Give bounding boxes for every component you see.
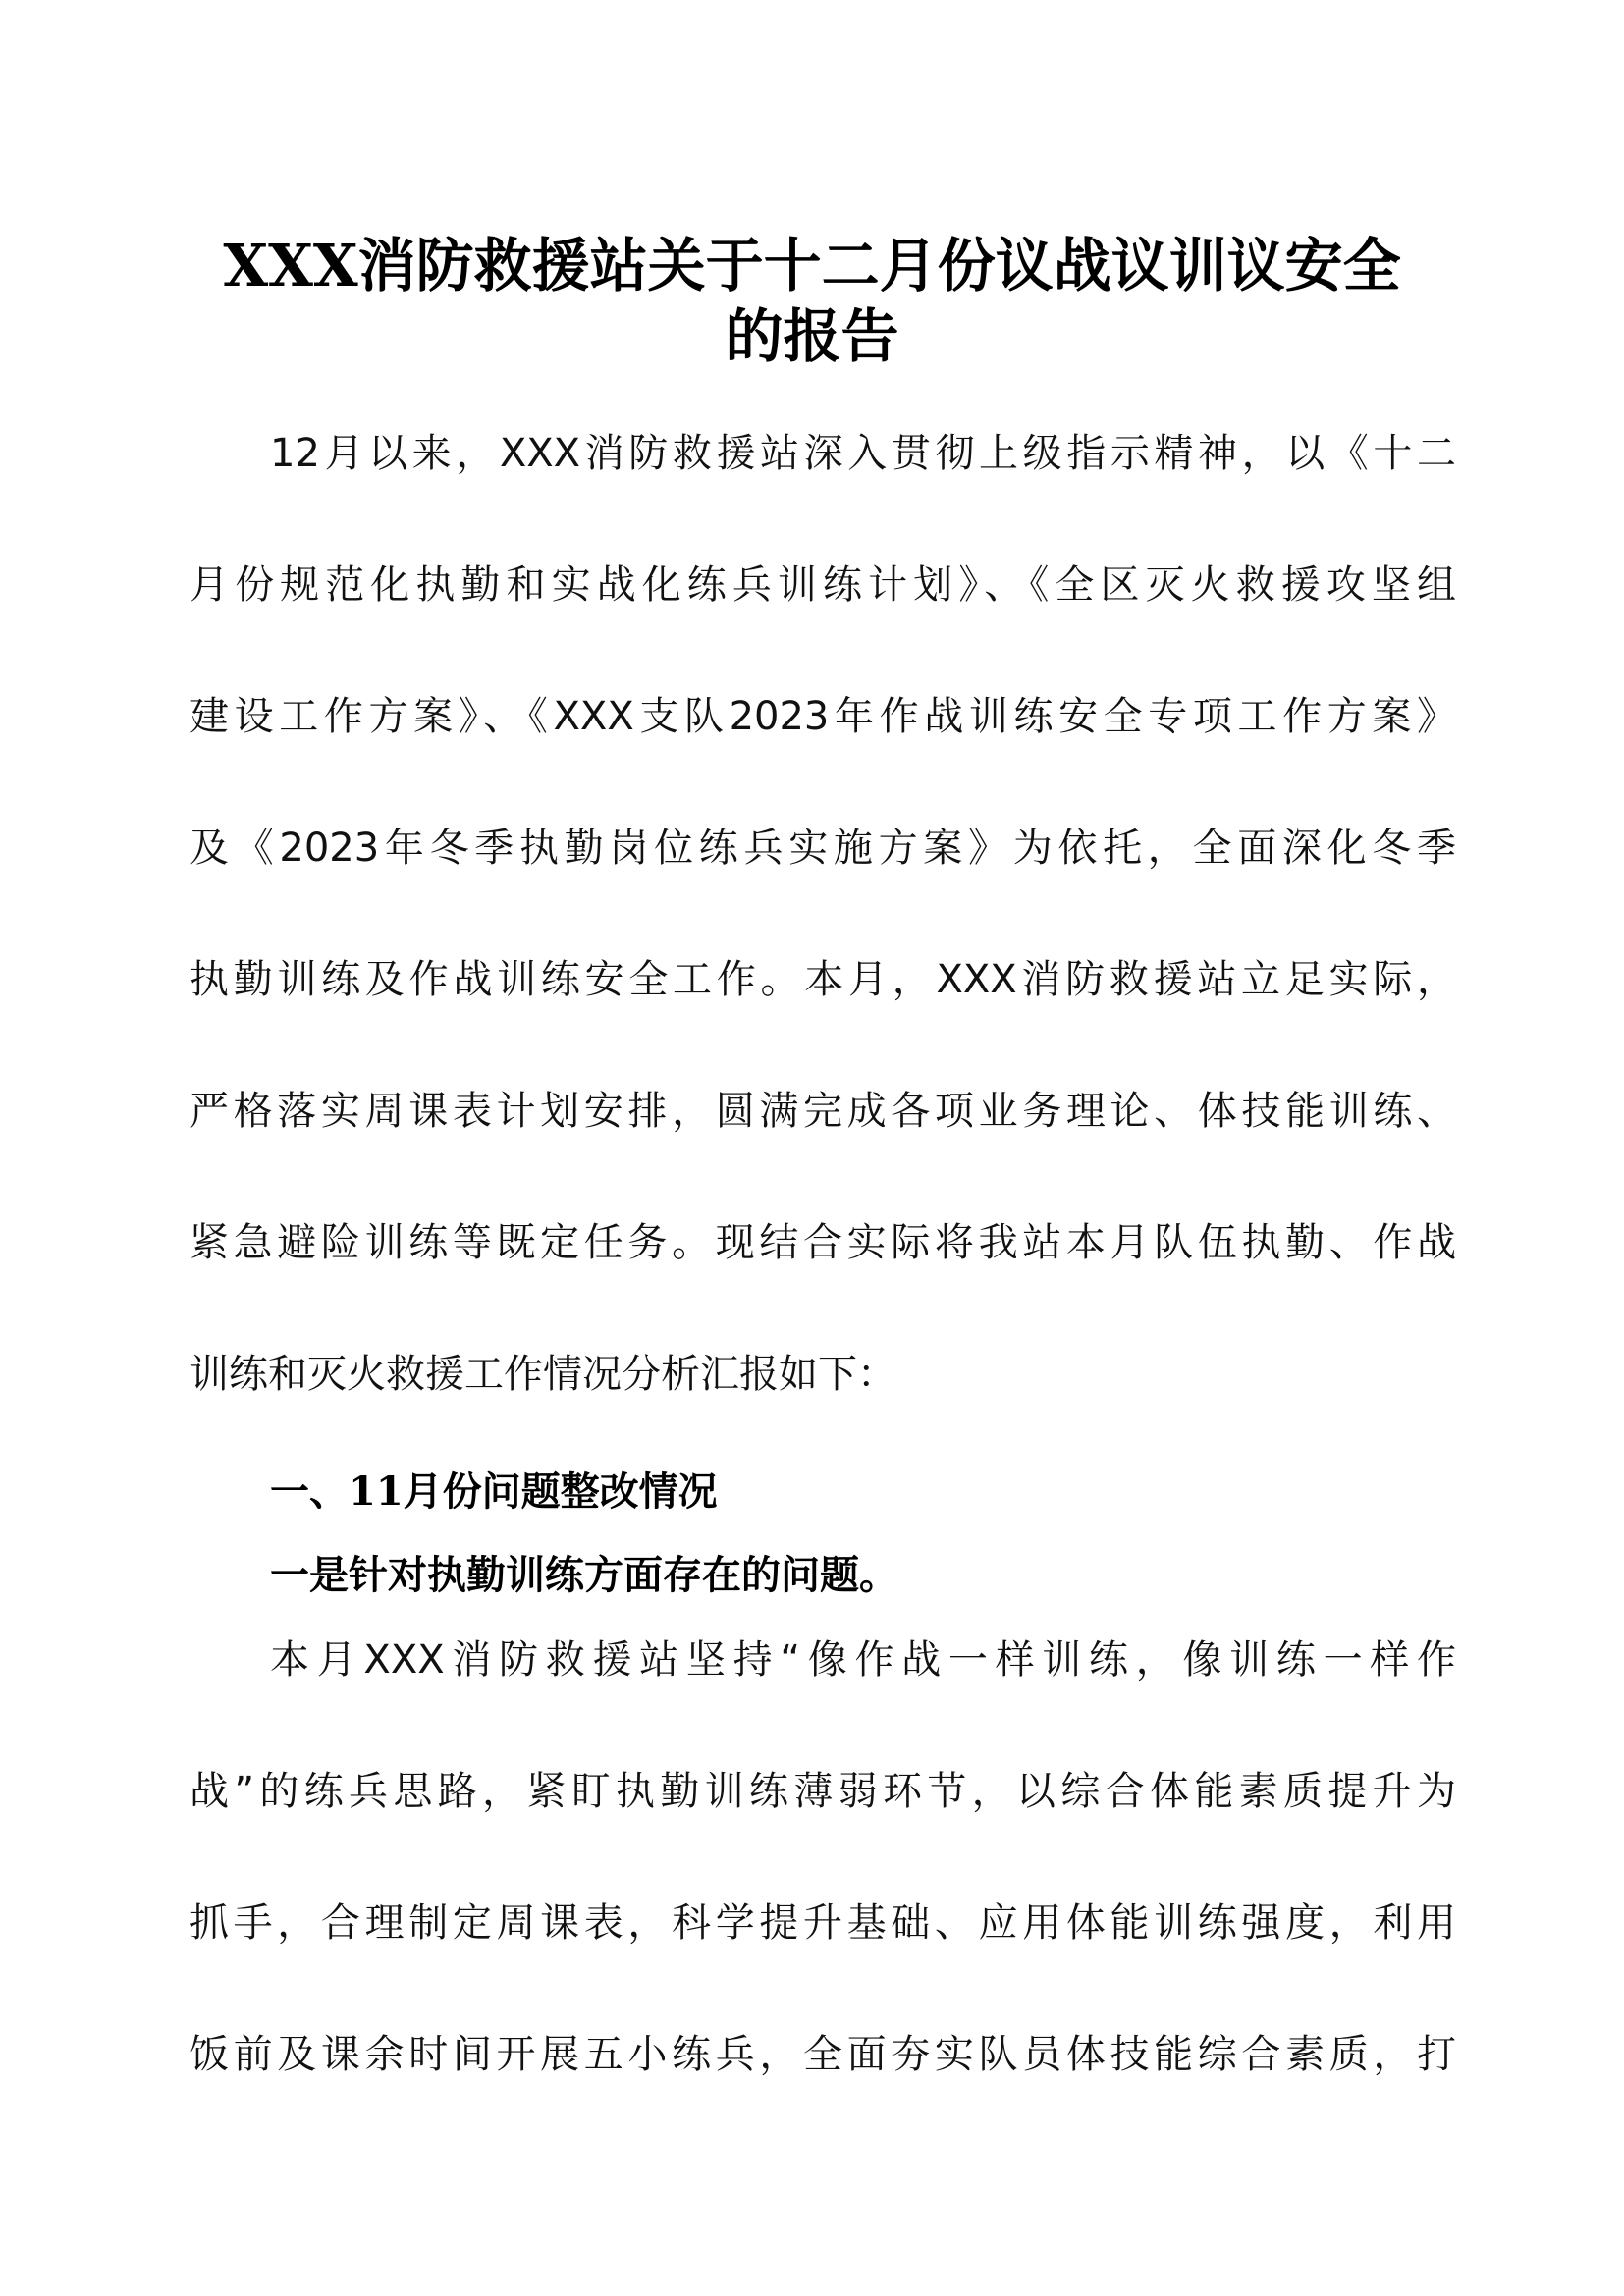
para2-line-2: 战”的练兵思路，紧盯执勤训练薄弱环节，以综合体能素质提升为 [189, 1769, 1456, 1814]
document-title-line-1: XXX消防救援站关于十二月份议战议训议安全 [223, 232, 1401, 299]
document-title-line-2: 的报告 [725, 302, 899, 370]
para2-line-3: 抓手，合理制定周课表，科学提升基础、应用体能训练强度，利用 [189, 1900, 1456, 1946]
intro-line-2: 月份规范化执勤和实战化练兵训练计划》、《全区灭火救援攻坚组 [189, 562, 1456, 608]
subsection-1-heading: 一是针对执勤训练方面存在的问题。 [270, 1552, 898, 1598]
intro-line-1: 12月以来，XXX消防救援站深入贯彻上级指示精神，以《十二 [270, 431, 1456, 476]
intro-line-5: 执勤训练及作战训练安全工作。本月，XXX消防救援站立足实际， [189, 957, 1456, 1002]
section-1-heading: 一、11月份问题整改情况 [270, 1468, 718, 1515]
para2-line-1: 本月XXX消防救援站坚持“像作战一样训练，像训练一样作 [270, 1637, 1456, 1682]
intro-line-6: 严格落实周课表计划安排，圆满完成各项业务理论、体技能训练、 [189, 1089, 1456, 1134]
intro-line-7: 紧急避险训练等既定任务。现结合实际将我站本月队伍执勤、作战 [189, 1220, 1456, 1265]
intro-line-4: 及《2023年冬季执勤岗位练兵实施方案》为依托，全面深化冬季 [189, 826, 1456, 871]
intro-line-3: 建设工作方案》、《XXX支队2023年作战训练安全专项工作方案》 [189, 694, 1456, 739]
intro-line-8: 训练和灭火救援工作情况分析汇报如下： [189, 1352, 896, 1397]
para2-line-4: 饭前及课余时间开展五小练兵，全面夯实队员体技能综合素质，打 [189, 2032, 1456, 2077]
